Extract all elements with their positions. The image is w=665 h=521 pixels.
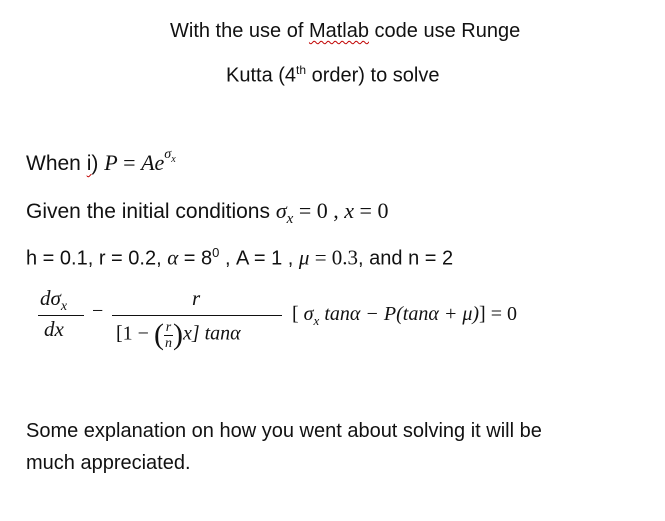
heading-matlab-word: Matlab (308, 20, 369, 42)
eq-lhs-sigma: σ (50, 286, 61, 310)
eq-lhs-d: d (40, 286, 51, 310)
heading-superscript-th: th (296, 63, 307, 77)
when-a: A (141, 150, 155, 175)
eq-small-den: n (164, 335, 172, 351)
eq-den-open: [1 − (116, 322, 154, 345)
params-alpha: α (167, 245, 179, 270)
when-paren: ) (91, 152, 105, 175)
eq-mid-fraction-bar (112, 315, 282, 316)
footer-line-1: Some explanation on how you went about solving it will be (26, 420, 542, 442)
when-eq: = (117, 150, 142, 175)
eq-den-left-paren: ( (153, 318, 164, 351)
when-pre: When (26, 152, 87, 175)
eq-r-numerator: r (192, 286, 201, 310)
given-x: x (344, 198, 355, 223)
eq-rhs-open: [ (292, 303, 304, 325)
params-mu-val: = 0.3 (309, 245, 359, 270)
eq-minus: − (92, 300, 104, 322)
eq-rhs-sigma-sub: x (313, 313, 320, 328)
when-i: i (86, 152, 92, 175)
eq-rhs (292, 303, 517, 329)
when-exponent (164, 147, 176, 165)
eq-rhs-sigma: σ (303, 303, 314, 325)
eq-small-fraction (164, 320, 173, 351)
when-lhs-p: P (104, 150, 118, 175)
params-alpha-degree: 0 (212, 245, 220, 260)
eq-lhs-numerator (40, 286, 67, 315)
eq-lhs-denominator: dx (44, 317, 64, 341)
heading-line-1 (170, 20, 520, 43)
heading-line-2-post: order) to solve (306, 64, 440, 87)
eq-den-close: ] tanα (191, 322, 241, 345)
when-e: e (154, 150, 165, 175)
eq-small-num: r (165, 319, 172, 335)
given-text: Given the initial conditions (26, 200, 276, 223)
heading-line-1-post: code use Runge (369, 20, 521, 42)
eq-lhs-sub: x (60, 299, 68, 315)
given-sigma: σ (275, 198, 287, 223)
given-x-rest: = 0 (354, 198, 389, 223)
given-rest: = 0 , (293, 198, 345, 223)
when-line (26, 147, 176, 176)
eq-mid-denominator (116, 318, 241, 352)
eq-rhs-tan: tanα − (319, 303, 384, 325)
params-alpha-val: = 8 (178, 247, 213, 270)
params-n: , and n = 2 (358, 247, 454, 270)
heading-line-2 (226, 63, 439, 88)
params-h: h = 0.1, r = 0.2, (26, 247, 168, 270)
heading-line-1-pre: With the use of (170, 20, 309, 42)
params-line (26, 245, 453, 271)
eq-den-x: x (182, 322, 192, 345)
heading-line-2-pre: Kutta (4 (226, 64, 297, 87)
eq-rhs-paren: (tanα + μ) (396, 303, 480, 325)
eq-rhs-p: P (383, 303, 397, 325)
eq-den-right-paren: ) (172, 318, 183, 351)
eq-rhs-close: ] = 0 (479, 303, 517, 325)
when-exp-sub: x (171, 153, 176, 165)
given-line (26, 198, 388, 228)
params-a: , A = 1 , (219, 247, 299, 270)
footer-line-2: much appreciated. (26, 452, 191, 474)
when-exp-sigma: σ (164, 147, 172, 162)
params-mu: μ (298, 245, 310, 270)
eq-lhs-fraction-bar (38, 315, 84, 316)
given-sigma-sub: x (286, 211, 294, 228)
